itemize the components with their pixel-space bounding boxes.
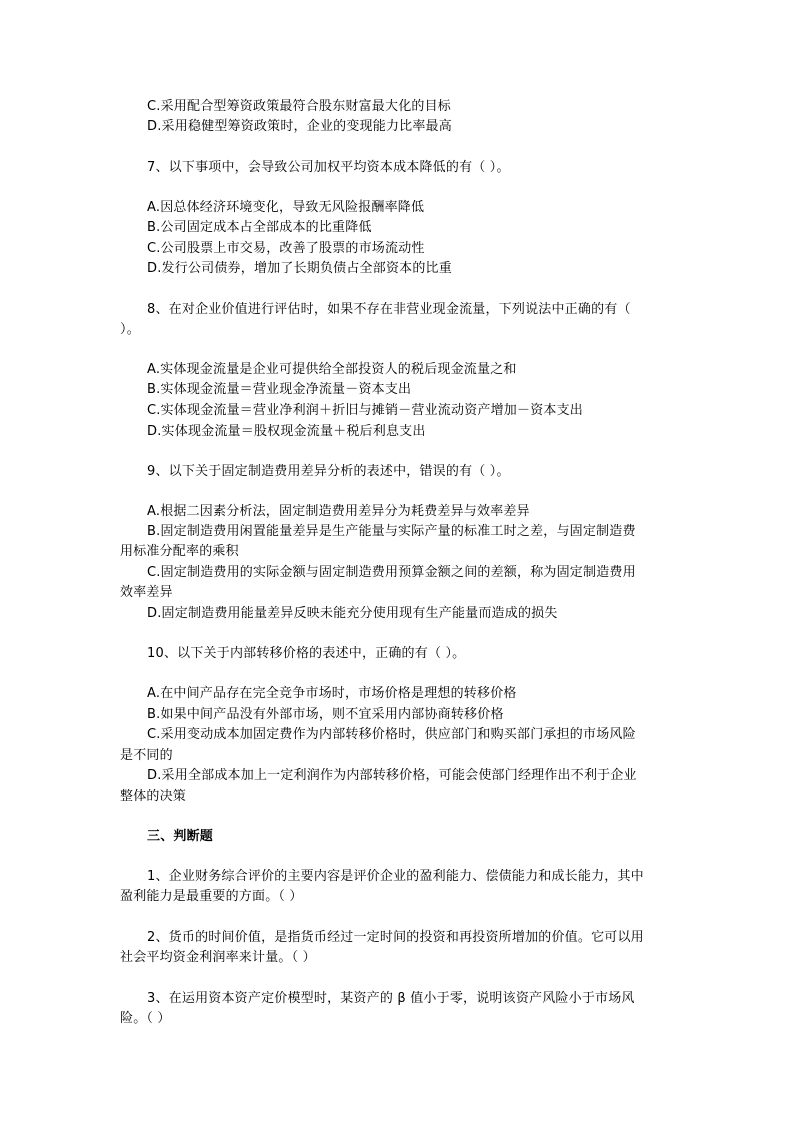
q7-stem: 7、以下事项中，会导致公司加权平均资本成本降低的有（ ）。 bbox=[147, 160, 510, 175]
q8-stem: 8、在对企业价值进行评估时，如果不存在非营业现金流量，下列说法中正确的有（ bbox=[147, 302, 631, 317]
q8-option-a: A.实体现金流量是企业可提供给全部投资人的税后现金流量之和 bbox=[147, 362, 517, 377]
q10-option-a: A.在中间产品存在完全竞争市场时，市场价格是理想的转移价格 bbox=[147, 686, 517, 701]
judgment-3: 3、在运用资本资产定价模型时，某资产的 β 值小于零，说明该资产风险小于市场风 bbox=[147, 991, 635, 1006]
q9-option-b-cont: 用标准分配率的乘积 bbox=[120, 544, 239, 559]
q7-option-c: C.公司股票上市交易，改善了股票的市场流动性 bbox=[147, 241, 425, 256]
q7-option-a: A.因总体经济环境变化，导致无风险报酬率降低 bbox=[147, 200, 425, 215]
q10-option-d: D.采用全部成本加上一定利润作为内部转移价格，可能会使部门经理作出不利于企业 bbox=[147, 768, 637, 783]
q6-option-d: D.采用稳健型筹资政策时，企业的变现能力比率最高 bbox=[147, 119, 452, 134]
q10-option-d-cont: 整体的决策 bbox=[120, 789, 187, 804]
q10-option-c-cont: 是不同的 bbox=[120, 748, 173, 763]
q10-stem: 10、以下关于内部转移价格的表述中，正确的有（ ）。 bbox=[147, 646, 466, 661]
q10-option-b: B.如果中间产品没有外部市场，则不宜采用内部协商转移价格 bbox=[147, 707, 504, 722]
q9-option-c-cont: 效率差异 bbox=[120, 585, 173, 600]
q8-option-d: D.实体现金流量＝股权现金流量＋税后利息支出 bbox=[147, 424, 426, 439]
q8-option-c: C.实体现金流量＝营业净利润＋折旧与摊销－营业流动资产增加－资本支出 bbox=[147, 403, 584, 418]
judgment-2: 2、货币的时间价值，是指货币经过一定时间的投资和再投资所增加的价值。它可以用 bbox=[147, 930, 644, 945]
section-heading: 三、判断题 bbox=[147, 829, 214, 844]
q7-option-d: D.发行公司债券，增加了长期负债占全部资本的比重 bbox=[147, 261, 452, 276]
q8-stem-cont: ）。 bbox=[120, 322, 140, 337]
judgment-1: 1、企业财务综合评价的主要内容是评价企业的盈利能力、偿债能力和成长能力，其中 bbox=[147, 869, 644, 884]
q9-option-d: D.固定制造费用能量差异反映未能充分使用现有生产能量而造成的损失 bbox=[147, 606, 558, 621]
q8-option-b: B.实体现金流量＝营业现金净流量－资本支出 bbox=[147, 382, 412, 397]
q6-option-c: C.采用配合型筹资政策最符合股东财富最大化的目标 bbox=[147, 99, 452, 114]
q9-option-b: B.固定制造费用闲置能量差异是生产能量与实际产量的标准工时之差，与固定制造费 bbox=[147, 524, 636, 539]
q7-option-b: B.公司固定成本占全部成本的比重降低 bbox=[147, 220, 372, 235]
q10-option-c: C.采用变动成本加固定费作为内部转移价格时，供应部门和购买部门承担的市场风险 bbox=[147, 727, 636, 742]
q9-option-c: C.固定制造费用的实际金额与固定制造费用预算金额之间的差额，称为固定制造费用 bbox=[147, 565, 636, 580]
judgment-2-cont: 社会平均资金利润率来计量。（ ） bbox=[120, 950, 316, 965]
judgment-1-cont: 盈利能力是最重要的方面。（ ） bbox=[120, 889, 303, 904]
q9-option-a: A.根据二因素分析法，固定制造费用差异分为耗费差异与效率差异 bbox=[147, 504, 530, 519]
judgment-3-cont: 险。（ ） bbox=[120, 1011, 171, 1026]
q9-stem: 9、以下关于固定制造费用差异分析的表述中，错误的有（ ）。 bbox=[147, 464, 510, 479]
